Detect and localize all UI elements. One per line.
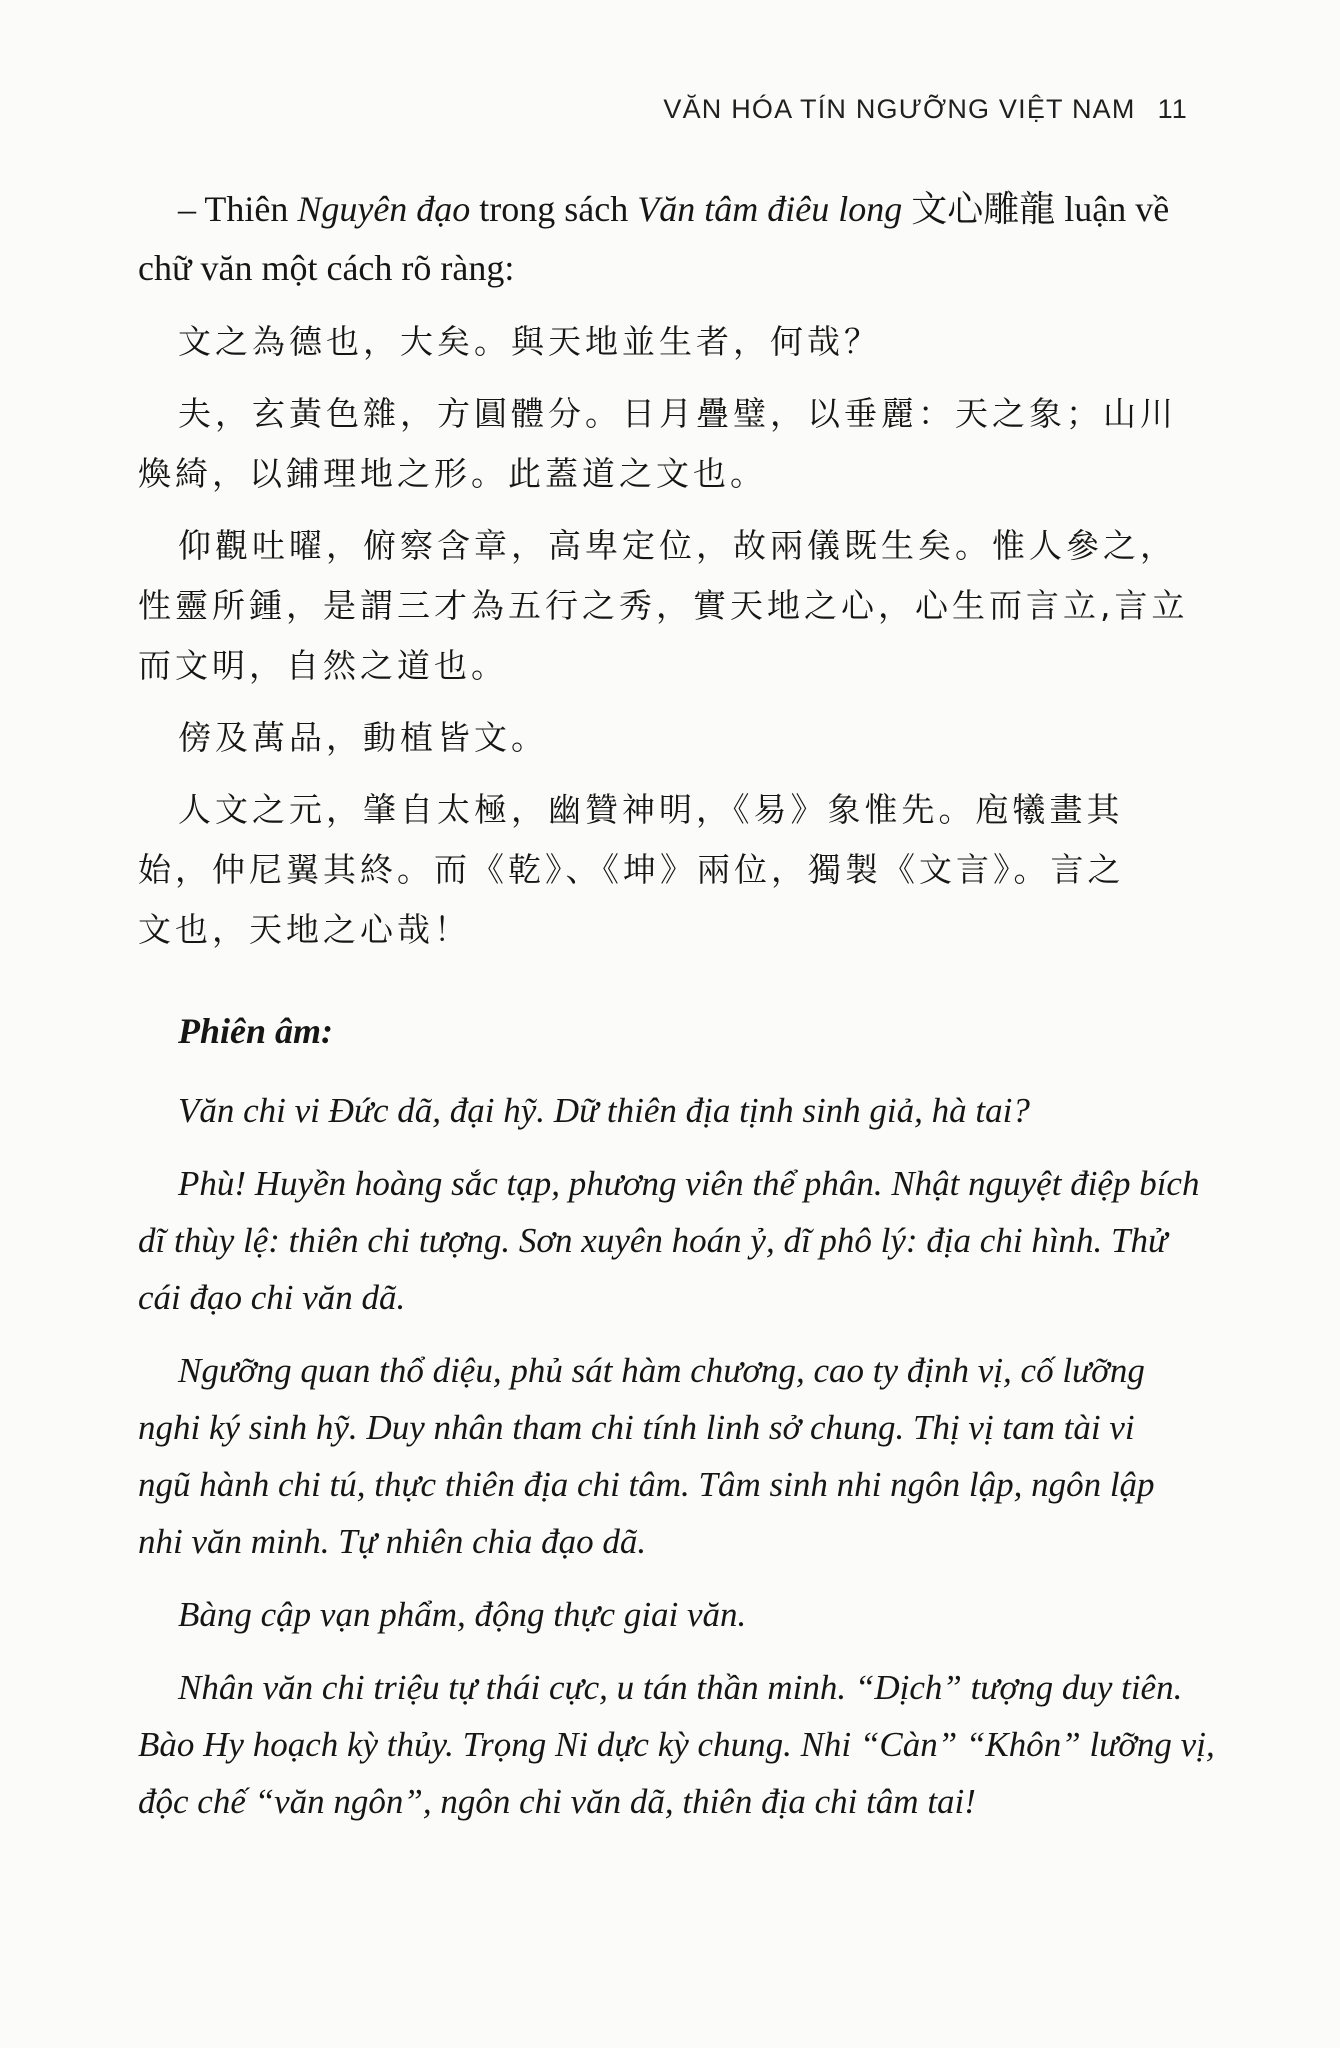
running-title: VĂN HÓA TÍN NGƯỠNG VIỆT NAM xyxy=(663,94,1136,124)
subheading-transliteration: Phiên âm: xyxy=(178,1011,334,1051)
page-number: 11 xyxy=(1157,94,1188,124)
text-line: Ngưỡng quan thổ diệu, phủ sát hàm chương, cao ty định vị, cố lưỡng xyxy=(178,1351,1145,1390)
text-line: Văn chi vi Đức dã, đại hỹ. Dữ thiên địa tịnh sinh giả, hà tai? xyxy=(178,1091,1030,1130)
text-line: 夫，玄黃色雜，方圓體分。日月疊璧，以垂麗：天之象；山川 xyxy=(178,394,1177,433)
intro-chapter-title: Nguyên đạo xyxy=(297,189,471,229)
text-line: 文之為德也，大矣。與天地並生者，何哉？ xyxy=(178,322,881,361)
transliteration-text xyxy=(138,1082,1215,1830)
intro-line1-end: luận về xyxy=(1064,189,1170,229)
text-line: dĩ thùy lệ: thiên chi tượng. Sơn xuyên hoán ỷ, dĩ phô lý: địa chi hình. Thử xyxy=(138,1221,1168,1260)
intro-middle: trong sách xyxy=(470,189,638,229)
text-line: độc chế “văn ngôn”, ngôn chi văn dã, thiên địa chi tâm tai! xyxy=(138,1782,976,1821)
running-header xyxy=(663,94,1188,125)
intro-paragraph xyxy=(138,180,1190,298)
han-paragraphs-paragraph xyxy=(138,384,1190,504)
text-line: 人文之元，肇自太極，幽贊神明，《易》象惟先。庖犧畫其 xyxy=(178,790,1124,829)
text-line: 文也，天地之心哉！ xyxy=(138,910,471,949)
han-paragraphs-paragraph xyxy=(138,516,1190,696)
text-line: 傍及萬品，動植皆文。 xyxy=(178,718,548,757)
transliteration-paragraph xyxy=(138,1155,1200,1326)
text-line: Nhân văn chi triệu tự thái cực, u tán thần minh. “Dịch” tượng duy tiên. xyxy=(178,1668,1183,1707)
intro-line2: chữ văn một cách rõ ràng: xyxy=(138,248,515,288)
han-paragraphs-paragraph xyxy=(138,708,1190,768)
text-line: 仰觀吐曜，俯察含章，高卑定位，故兩儀既生矣。惟人參之， xyxy=(178,526,1177,565)
transliteration-paragraph xyxy=(138,1659,1215,1830)
text-line: nhi văn minh. Tự nhiên chia đạo dã. xyxy=(138,1522,647,1561)
text-line: 性靈所鍾，是謂三才為五行之秀，實天地之心，心生而言立,言立 xyxy=(138,586,1189,625)
page-body xyxy=(138,180,1215,1830)
transliteration-paragraph xyxy=(138,1082,1190,1139)
text-line: 而文明，自然之道也。 xyxy=(138,646,508,685)
text-line: ngũ hành chi tú, thực thiên địa chi tâm. Tâm sinh nhi ngôn lập, ngôn lập xyxy=(138,1465,1155,1504)
intro-han-title: 文心雕龍 xyxy=(902,189,1065,229)
text-line: Bào Hy hoạch kỳ thủy. Trọng Ni dực kỳ chung. Nhi “Càn” “Khôn” lưỡng vị, xyxy=(138,1725,1215,1764)
transliteration-paragraph xyxy=(138,1342,1190,1570)
text-line: cái đạo chi văn dã. xyxy=(138,1278,406,1317)
classical-chinese-text xyxy=(138,312,1190,960)
intro-prefix: – Thiên xyxy=(178,189,298,229)
han-paragraphs-paragraph xyxy=(138,780,1190,960)
text-line: 始，仲尼翼其終。而《乾》、《坤》兩位，獨製《文言》。言之 xyxy=(138,850,1125,889)
text-line: Bàng cập vạn phẩm, động thực giai văn. xyxy=(178,1595,747,1634)
han-paragraphs-paragraph xyxy=(138,312,1190,372)
text-line: Phù! Huyền hoàng sắc tạp, phương viên thể phân. Nhật nguyệt điệp bích xyxy=(178,1164,1200,1203)
text-line: nghi ký sinh hỹ. Duy nhân tham chi tính linh sở chung. Thị vị tam tài vi xyxy=(138,1408,1135,1447)
intro-book-title: Văn tâm điêu long xyxy=(637,189,903,229)
text-line: 煥綺，以鋪理地之形。此蓋道之文也。 xyxy=(138,454,767,493)
transliteration-paragraph xyxy=(138,1586,1190,1643)
